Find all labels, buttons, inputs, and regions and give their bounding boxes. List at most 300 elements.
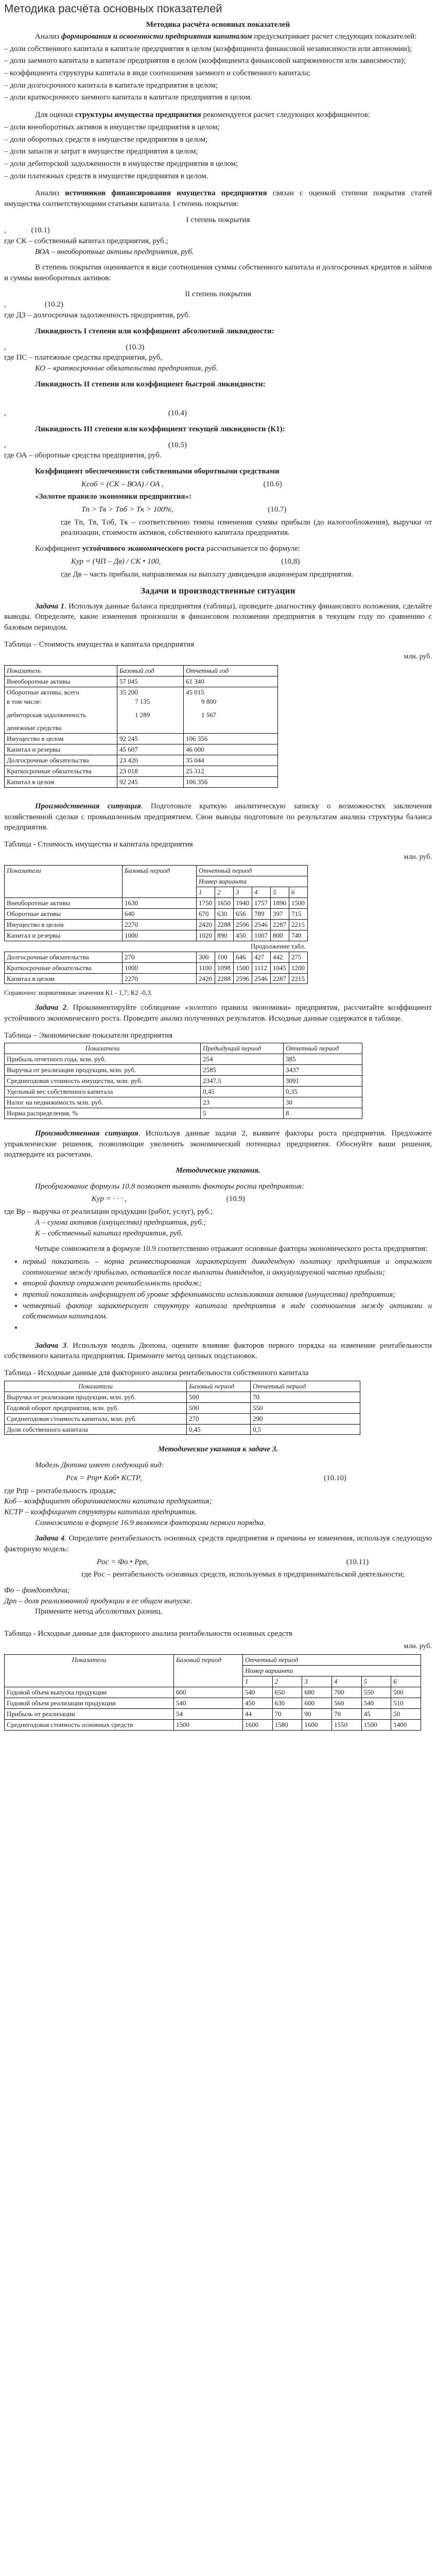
table-cell: 680	[302, 1687, 332, 1698]
subheading: Ликвидность II степени или коэффициент быстрой ликвидности:	[35, 380, 266, 388]
cell-line: 35 200	[119, 688, 138, 696]
formula: Pск = Pпр• Kоб• KСТР,	[66, 1473, 142, 1482]
table-row	[5, 952, 308, 962]
table-row	[5, 1392, 360, 1402]
table-row	[5, 755, 278, 766]
variant-header: 4	[332, 1676, 361, 1687]
list-item: – доли заемного капитала в капитале предприятия в целом (коэффициента финансовой напряженности или зависимости);	[4, 57, 406, 65]
formula-number: (10.10)	[324, 1473, 346, 1482]
table-cell: 1550	[332, 1719, 361, 1730]
text: где Рпр – рентабельность продаж;	[4, 1486, 116, 1495]
table-cell: 2347,5	[201, 1076, 284, 1087]
table-cell: 100	[215, 952, 234, 962]
units-label: млн. руб.	[404, 853, 432, 861]
text: где Tn, Tв, Tоб, Tк – соответственно темпы изменения суммы прибыли (до налогообложения), выручки от реализации, стоимости активов, собственного капитала предприятия.	[61, 518, 432, 537]
table-cell: Имущество в целом	[5, 734, 117, 744]
table-cell: Годовой оборот предприятия, млн. руб.	[5, 1402, 187, 1413]
cell-line: денежные средства	[7, 724, 62, 732]
table-cell: 540	[174, 1698, 243, 1708]
table-header-row	[5, 866, 308, 876]
table-cell: Норма распределения, %	[5, 1108, 201, 1119]
table-cell: 2287	[271, 973, 289, 984]
table-cell: 0,5	[251, 1424, 360, 1435]
table-header: Показатели	[5, 1043, 201, 1054]
table-row	[5, 676, 278, 687]
table-header: Показатель	[5, 665, 117, 676]
table-cell: Капитал в целом	[5, 973, 123, 984]
list-item: • второй фактор отражает рентабельность продаж;	[23, 1278, 432, 1289]
subheading: «Золотое правило экономики предприятия»:	[35, 493, 191, 501]
table-header-row	[5, 1655, 421, 1666]
text: . Подготовьте краткую аналитическую записку о возможностях заключения хозяйственной сделки с промышленным предприятием. Свои выводы подготовьте по результатам анализа структуры баланса предприятия.	[4, 802, 432, 832]
variant-header: 1	[243, 1676, 273, 1687]
table-cell: 740	[289, 930, 308, 941]
table-header: Базовый год	[117, 665, 184, 676]
task-paragraph	[4, 1128, 432, 1160]
table-cell: 270	[187, 1413, 251, 1424]
table-cell: 2270	[123, 919, 197, 930]
formula-number: (10.11)	[346, 1557, 369, 1566]
formula: Kур = (ЧП – Дв) / СК • 100,	[71, 557, 161, 566]
formula-line: , (10.3)	[4, 343, 145, 351]
table-cell: 1007	[252, 930, 271, 941]
formula-label: II степень покрытия	[185, 290, 251, 298]
formula-line	[4, 479, 432, 490]
variant-header: 5	[271, 887, 289, 898]
text: где ОА – оборотные средства предприятия, руб.	[4, 451, 162, 460]
paragraph	[4, 188, 432, 209]
formula-line	[4, 1473, 432, 1484]
table-caption: Таблица – Экономические показатели предприятия	[4, 1031, 173, 1040]
table-header: Предыдущий период	[201, 1043, 284, 1054]
text: . Определите рентабельность основных средств предприятия и причины ее изменения, используя следующую факторную модель:	[4, 1534, 432, 1553]
table-cell: 23	[201, 1097, 284, 1108]
cell-line: дебиторская задолженность	[7, 710, 86, 719]
text: Коб – коэффициент оборачиваемости капитала предприятия;	[4, 1497, 212, 1506]
table-header: Показатели	[5, 1655, 174, 1687]
table-cell: 700	[332, 1687, 361, 1698]
table-cell: 656	[234, 908, 252, 919]
task-paragraph	[4, 601, 432, 633]
paragraph: Преобразование формулы 10.8 позволяет выявить факторы роста предприятия:	[35, 1182, 305, 1191]
list-item: – доли долгосрочного капитала в капитале предприятия в целом;	[4, 81, 218, 90]
table-cell: 1100	[197, 962, 215, 973]
table-cell: 290	[251, 1413, 360, 1424]
list-item: – доли запасов и затрат в имуществе предприятия в целом;	[4, 147, 198, 156]
table-cell: 1098	[215, 962, 234, 973]
table-cell: 385	[284, 1054, 362, 1065]
table-cell: 92 245	[117, 734, 184, 744]
table-cell: Среднегодовая стоимость имущества, млн. руб.	[5, 1076, 201, 1087]
list-item: • третий показатель информирует об уровне эффективности использования активов (имущества) предприятия;	[23, 1290, 432, 1300]
table-cell: 2585	[201, 1065, 284, 1076]
table-row	[5, 1097, 362, 1108]
table-cell: 61 340	[184, 676, 278, 687]
subheading: Ликвидность I степени или коэффициент абсолютной ликвидности:	[35, 327, 274, 335]
text: . Прокомментируйте соблюдение «золотого правила экономики» предприятия, рассчитайте коэффициент устойчивого экономического роста. Проведите анализ полученных результатов. Исходные данные содержатся в таблице.	[4, 1004, 432, 1023]
table-cell: Удельный вес собственного капитала	[5, 1087, 201, 1097]
cell-line: 7 135	[135, 697, 150, 705]
table-cell: 500	[391, 1687, 421, 1698]
formula-line: , (10.1)	[4, 226, 50, 235]
task-label: Задача 4	[35, 1534, 65, 1543]
table-cell: 540	[361, 1698, 391, 1708]
table-row	[5, 1708, 421, 1719]
table-cell: 46 000	[184, 744, 278, 755]
table-cell: 500	[187, 1402, 251, 1413]
table-row	[5, 919, 308, 930]
assets-table-2	[4, 865, 308, 984]
table-cell: 2546	[252, 919, 271, 930]
dupont-table	[4, 1381, 360, 1435]
table-cell: Долгосрочные обязательства	[5, 755, 117, 766]
table-cell: 650	[272, 1687, 302, 1698]
table-cell: 25 312	[184, 766, 278, 777]
table-cell: Внеоборотные активы	[5, 897, 123, 908]
list-item: – коэффициента структуры капитала в виде соотношения заемного и собственного капитала;	[4, 69, 310, 78]
table-cell: 0,45	[201, 1087, 284, 1097]
text: где Вр – выручка от реализации продукции (работ, услуг), руб.;	[4, 1208, 213, 1216]
table-cell: 1600	[243, 1719, 273, 1730]
text: рекомендуется расчет следующих коэффициентов:	[203, 111, 370, 120]
variant-header: 3	[302, 1676, 332, 1687]
task-label: Задача 1	[35, 602, 64, 611]
table-caption: Таблица - Стоимость имущества и капитала предприятия	[4, 840, 193, 849]
table-cell: 57 045	[117, 676, 184, 687]
formula: Tn > Tв > Tоб > Tк > 100%,	[81, 505, 173, 514]
table-cell: 550	[251, 1402, 360, 1413]
table-header: Отчетный период	[251, 1381, 360, 1392]
table-row	[5, 1698, 421, 1708]
cell-line: Оборотные активы, всего	[7, 688, 79, 696]
formula-line	[4, 1557, 432, 1568]
section-title: Задачи и производственные ситуации	[141, 586, 295, 596]
table-row	[5, 1108, 362, 1119]
formula-number: (10.9)	[226, 1195, 245, 1204]
table-cell: 890	[215, 930, 234, 941]
table-caption: Таблица - Исходные данные для факторного анализа рентабельности собственного капитала	[4, 1369, 309, 1378]
text: Дрп – доля реализованной продукции в ее общем выпуске.	[4, 1597, 193, 1605]
table-cell: 640	[123, 908, 197, 919]
paragraph: В степень покрытия оценивается в виде соотношения суммы собственного капитала и долгосрочных кредитов и займов и суммы внеоборотных активов:	[4, 263, 432, 283]
table-cell: 2596	[234, 919, 252, 930]
text-bold: структуры имущества предприятия	[75, 111, 201, 120]
list-item: – доли внеоборотных активов в имуществе предприятия в целом;	[4, 123, 220, 131]
text-bold: формирования и освоенности предприятия капиталом	[61, 32, 252, 41]
list-item: – доли дебиторской задолженности в имуществе предприятия в целом;	[4, 159, 238, 168]
table-header: Номер варианта	[243, 1666, 421, 1676]
text: . Используя модель Дюпона, оцените влияние факторов первого порядка на изменение рентабельности собственного капитала предприятия. Примените метод цепных подстановок.	[4, 1341, 432, 1361]
table-cell: 450	[234, 930, 252, 941]
table-cell: 23 420	[117, 755, 184, 766]
table-cell: Внеоборотные активы	[5, 676, 117, 687]
text: КО – краткосрочные обязательства предприятия, руб.	[35, 364, 218, 372]
table-cell: 254	[201, 1054, 284, 1065]
fixed-assets-table	[4, 1654, 421, 1731]
formula-number: (10.4)	[168, 409, 187, 418]
table-cell: 106 356	[184, 734, 278, 744]
variant-header: 1	[197, 887, 215, 898]
table-cell: 1940	[234, 897, 252, 908]
table-row	[5, 744, 278, 755]
table-cell: 92 245	[117, 777, 184, 788]
text: где ПС – платежные средства предприятия, руб,	[4, 353, 162, 362]
variant-header: 4	[252, 887, 271, 898]
table-cell	[184, 687, 278, 734]
text: предусматривает расчет следующих показателей:	[254, 32, 417, 41]
formula: Kур = · · · ,	[92, 1195, 127, 1204]
table-header: Отчетный период	[197, 866, 308, 876]
table-cell	[117, 687, 184, 734]
paragraph: Примените метод абсолютных разниц.	[35, 1607, 163, 1616]
section-heading: Методика расчёта основных показателей	[146, 21, 290, 29]
table-cell: 35 044	[184, 755, 278, 766]
table-cell: 600	[174, 1687, 243, 1698]
table-note: Справочно: нормативные значения К1 - 1,7; К2 -0,3.	[4, 989, 152, 997]
table-cell: 1500	[234, 962, 252, 973]
paragraph: Модель Дюпона имеет следующий вид:	[35, 1461, 164, 1470]
table-caption: Таблица - Исходные данные для факторного анализа рентабельности основных средств	[4, 1630, 293, 1638]
method-title: Методические указания.	[176, 1166, 260, 1175]
formula-number: (10.6)	[263, 480, 282, 488]
table-row	[5, 930, 308, 941]
table-cell: 30	[284, 1097, 362, 1108]
table-cell: 300	[197, 952, 215, 962]
table-cell: 70	[272, 1708, 302, 1719]
formula-line	[4, 504, 432, 515]
table-cell: 789	[252, 908, 271, 919]
formula-line	[4, 1194, 432, 1205]
table-cell: Краткосрочные обязательства	[5, 766, 117, 777]
cell-line: 1 567	[201, 710, 217, 719]
table-cell: Налог на недвижимость млн. руб.	[5, 1097, 201, 1108]
table-header-row	[5, 1043, 362, 1054]
table-cell: 1600	[302, 1719, 332, 1730]
economic-indicators-table	[4, 1043, 362, 1119]
list-item: • четвертый фактор характеризует структуру капитала предприятия в виде соотношения между активами и собственным капиталом.	[23, 1301, 432, 1322]
table-cell: 630	[215, 908, 234, 919]
variant-header: 2	[272, 1676, 302, 1687]
table-cell: Годовой объем реализации продукции	[5, 1698, 174, 1708]
table-header: Базовый период	[123, 866, 197, 898]
text: . Используя данные задачи 2, выявите факторы роста предприятия. Предложите управленческие решения, позволяющие увеличить экономический потенциал предприятия. Обоснуйте ваши решения, подтвердите их расчетами.	[4, 1129, 432, 1159]
table-header-row	[5, 665, 278, 676]
table-cell: Выручка от реализации продукции, млн. руб.	[5, 1392, 187, 1402]
text: А – сумма активов (имущества) предприятия, руб.;	[35, 1218, 206, 1227]
table-cell: Среднегодовая стоимость капитала, млн. руб.	[5, 1413, 187, 1424]
table-cell: 715	[289, 908, 308, 919]
table-cell: 1757	[252, 897, 271, 908]
table-cell: 2420	[197, 973, 215, 984]
table-cell: Краткосрочные обязательства	[5, 962, 123, 973]
table-cell: 1200	[289, 962, 308, 973]
task-paragraph	[4, 801, 432, 833]
table-header: Отчетный период	[284, 1043, 362, 1054]
table-row	[5, 973, 308, 984]
text: где Дв – часть прибыли, направляемая на выплату дивидендов акционерам предприятия.	[61, 570, 354, 579]
table-cell: Прибыль от реализации	[5, 1708, 174, 1719]
cell-line: в том числе:	[7, 697, 42, 705]
table-row	[5, 766, 278, 777]
table-row	[5, 1054, 362, 1065]
text-bold: устойчивого экономического роста	[82, 545, 205, 553]
table-cell: 800	[271, 930, 289, 941]
table-row	[5, 1719, 421, 1730]
table-cell: 23 018	[117, 766, 184, 777]
cell-line: 1 289	[135, 710, 150, 719]
table-cell: 1580	[272, 1719, 302, 1730]
table-cell: 0,45	[187, 1424, 251, 1435]
table-cell: 2215	[289, 973, 308, 984]
table-cell: Годовой объем выпуска продукции	[5, 1687, 174, 1698]
list-item: • первый показатель – норма реинвестирования характеризует дивидендную политику предприятия и отражает соотношение между прибылью, оставшейся после выплаты дивидендов, и аккумулируемой частью прибыли;	[23, 1257, 432, 1278]
table-header: Показатели	[5, 1381, 187, 1392]
list-item: – доли платежных средств в имуществе предприятия в целом.	[4, 172, 208, 180]
table-cell: 1045	[271, 962, 289, 973]
table-cell: 540	[243, 1687, 273, 1698]
table-cell: 450	[243, 1698, 273, 1708]
table-row	[5, 908, 308, 919]
text: где СК – собственный капитал предприятия, руб.;	[4, 237, 168, 246]
table-cell: 1500	[289, 897, 308, 908]
text: КСТР – коэффициент структуры капитала предприятия.	[4, 1507, 197, 1516]
table-header: Отчетный год	[184, 665, 278, 676]
subheading: Коэффициент обеспеченности собственными оборотными средствами	[35, 467, 280, 476]
formula-line: , (10.5)	[4, 440, 187, 449]
formula-line: , (10.4)	[4, 409, 187, 418]
table-cell: 1500	[174, 1719, 243, 1730]
text: Для оценки	[35, 111, 73, 120]
table-row	[5, 962, 308, 973]
paragraph: Сомножители в формуле 16.9 являются факторами первого порядка.	[35, 1518, 266, 1527]
text: Анализ	[35, 189, 60, 198]
table-row	[5, 1065, 362, 1076]
text: Фо – фондоотдача;	[4, 1586, 70, 1595]
paragraph: Четыре сомножителя в формуле 10.9 соответственно отражают основные факторы экономического роста предприятия:	[35, 1245, 428, 1253]
table-cell: 2420	[197, 919, 215, 930]
table-cell: 8	[284, 1108, 362, 1119]
formula-number: (10.5)	[168, 440, 187, 449]
table-cell: 2596	[234, 973, 252, 984]
table-row	[5, 1687, 421, 1698]
paragraph	[4, 110, 432, 121]
variant-header: 6	[289, 887, 308, 898]
table-cell: Доля собственного капитала	[5, 1424, 187, 1435]
table-cell: 45	[361, 1708, 391, 1719]
task-paragraph	[4, 1003, 432, 1024]
table-header-row	[5, 1381, 360, 1392]
list-item: – доли оборотных средств в имуществе предприятия в целом;	[4, 135, 208, 144]
table-row	[5, 897, 308, 908]
table-caption: Таблица – Стоимость имущества и капитала предприятия	[4, 640, 195, 649]
table-header: Показатели	[5, 866, 123, 898]
table-cell: Имущество в целом	[5, 919, 123, 930]
table-cell: 1000	[123, 962, 197, 973]
table-cell: 275	[289, 952, 308, 962]
formula-number: (10.2)	[44, 300, 63, 309]
table-cell: 510	[391, 1698, 421, 1708]
formula-number: (10.3)	[126, 343, 145, 351]
table-cell: Капитал и резервы	[5, 930, 123, 941]
text: где ДЗ – долгосрочная задолженность предприятия, руб.	[4, 311, 190, 320]
task-label: Задача 3	[35, 1341, 67, 1350]
table-header: Базовый период	[187, 1381, 251, 1392]
text: где Рос – рентабельность основных средств, используемых в предпринимательской деятельности;	[81, 1570, 405, 1579]
task-label: Производственная ситуация	[35, 802, 141, 811]
table-cell: 1630	[123, 897, 197, 908]
table-row	[5, 941, 308, 952]
table-cell: 44	[243, 1708, 273, 1719]
table-cell: 270	[123, 952, 197, 962]
table-cell: 3091	[284, 1076, 362, 1087]
table-row	[5, 1413, 360, 1424]
table-header: Номер варианта	[197, 876, 308, 887]
table-cell: 1750	[197, 897, 215, 908]
table-cell: 560	[332, 1698, 361, 1708]
table-cell: Капитал и резервы	[5, 744, 117, 755]
table-header: Базовый период	[174, 1655, 243, 1687]
continued-label: Продолжение табл.	[5, 941, 308, 952]
table-cell: 600	[302, 1698, 332, 1708]
formula-number: (10.1)	[31, 226, 50, 235]
table-cell: 54	[174, 1708, 243, 1719]
table-cell: 5	[201, 1108, 284, 1119]
table-cell: Выручка от реализации продукции, млн. руб.	[5, 1065, 201, 1076]
table-row	[5, 1402, 360, 1413]
table-row	[5, 687, 278, 734]
text: связан с оценкой степени покрытия статей имущества соответствующими статьями капитала. I степень покрытия:	[4, 189, 432, 208]
table-cell: 1112	[252, 962, 271, 973]
table-cell: 2288	[215, 973, 234, 984]
list-item: – доли краткосрочного заемного капитала в капитале предприятия в целом.	[4, 93, 252, 102]
table-row	[5, 1087, 362, 1097]
formula: Kсоб = (СК – ВОА) / ОА ,	[81, 480, 164, 488]
cell-line: 9 800	[201, 697, 217, 705]
table-cell: 2287	[271, 919, 289, 930]
factor-list	[4, 1257, 432, 1333]
table-cell: 2270	[123, 973, 197, 984]
units-label: млн. руб.	[404, 1642, 432, 1650]
table-cell: Капитал в целом	[5, 777, 117, 788]
subheading: Ликвидность III степени или коэффициент текущей ликвидности (К1):	[35, 425, 285, 433]
task-paragraph	[4, 1533, 432, 1554]
table-cell: 500	[187, 1392, 251, 1402]
paragraph	[4, 544, 432, 554]
table-cell: 70	[332, 1708, 361, 1719]
table-cell: 90	[302, 1708, 332, 1719]
task-label: Производственная ситуация	[35, 1129, 138, 1138]
table-cell: 2215	[289, 919, 308, 930]
table-cell: Среднегодовая стоимость основных средств	[5, 1719, 174, 1730]
table-cell: 45 607	[117, 744, 184, 755]
cell-line: 45 015	[186, 688, 204, 696]
list-item: – доли собственного капитала в капитале предприятия в целом (коэффициента финансовой независимости или автономии);	[4, 44, 412, 53]
text: К – собственный капитал предприятия, руб.	[35, 1229, 183, 1238]
variant-header: 3	[234, 887, 252, 898]
table-cell: Оборотные активы	[5, 908, 123, 919]
table-cell: 1890	[271, 897, 289, 908]
table-row	[5, 734, 278, 744]
table-cell: 427	[252, 952, 271, 962]
table-cell: 70	[251, 1392, 360, 1402]
text: рассчитывается по формуле:	[206, 545, 301, 553]
formula-line: , (10.2)	[4, 300, 63, 309]
task-label: Задача 2	[35, 1004, 67, 1012]
text: . Используя данные баланса предприятия (таблица), проведите диагностику финансового положения, сделайте выводы. Определите, какие изменения произошли в финансовом положении предприятия в текущем году по сравнению с базовым периодом.	[4, 602, 432, 632]
formula: Pос = Фо • Pрп,	[97, 1557, 149, 1566]
table-row	[5, 1076, 362, 1087]
assets-table-1	[4, 665, 278, 788]
